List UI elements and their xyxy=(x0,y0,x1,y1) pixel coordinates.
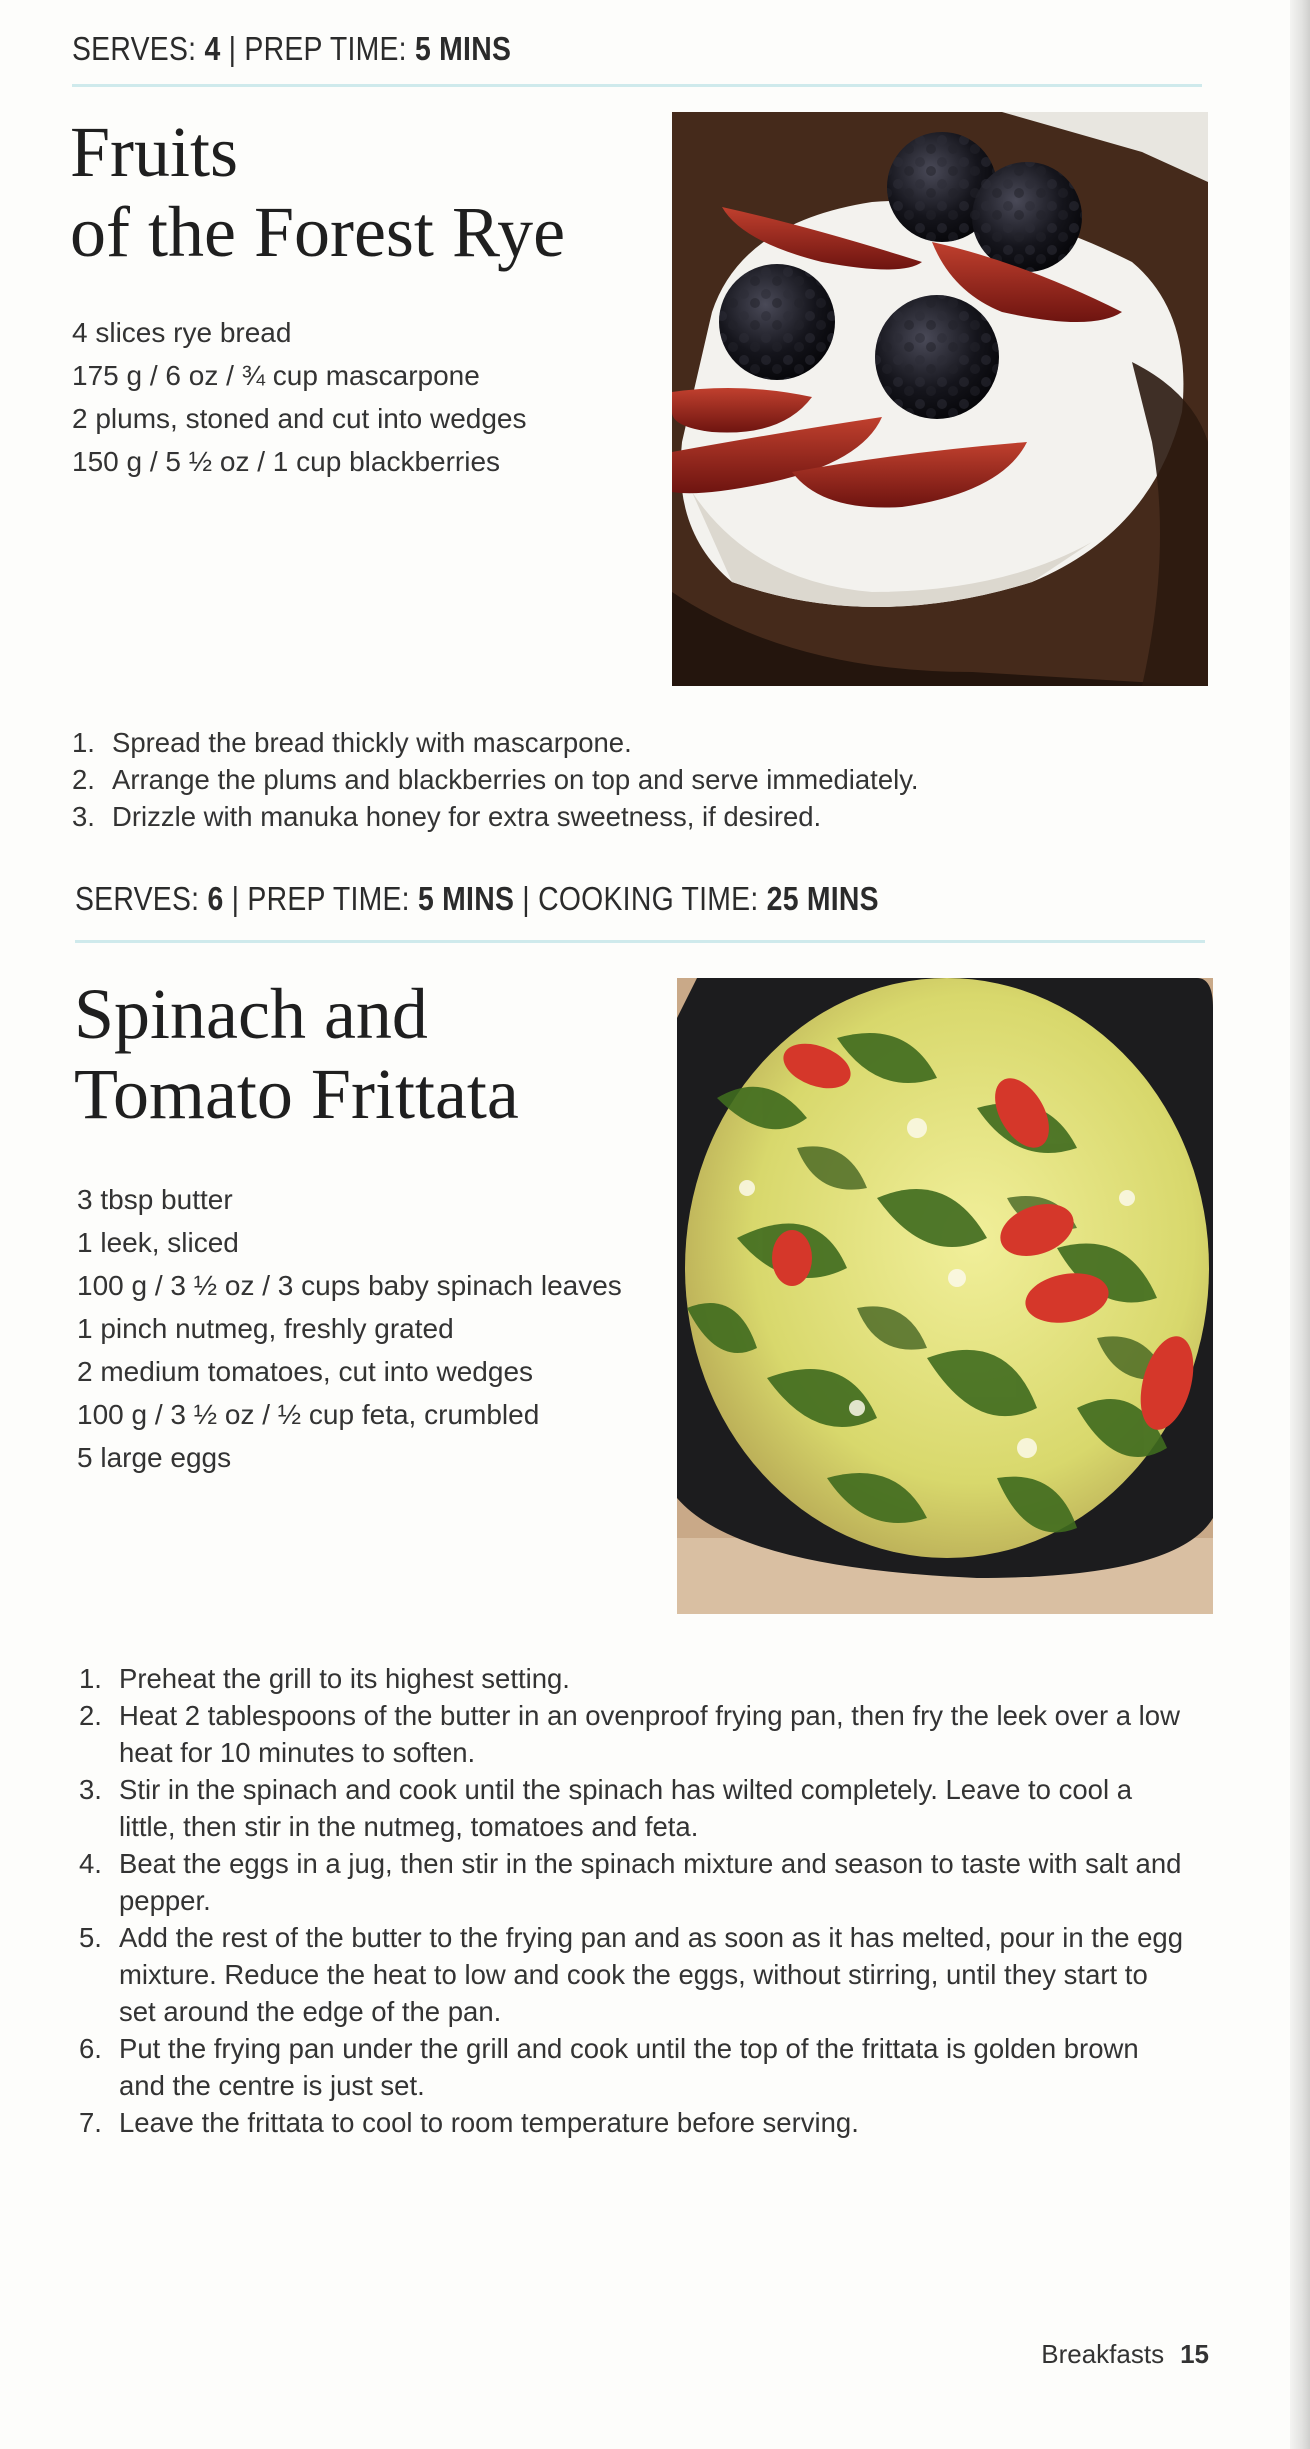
step-number: 3. xyxy=(72,801,95,832)
step-text: Arrange the plums and blackberries on top and serve immediately. xyxy=(112,764,919,795)
meta-separator: | xyxy=(231,880,240,917)
method-step xyxy=(79,1919,1189,2030)
method-step xyxy=(79,2104,1189,2141)
step-number: 7. xyxy=(79,2107,102,2138)
title-line: of the Forest Rye xyxy=(70,192,566,272)
title-line: Spinach and xyxy=(74,974,428,1054)
recipe-1-meta xyxy=(72,30,511,68)
ingredient-item: 1 pinch nutmeg, freshly grated xyxy=(77,1313,454,1344)
step-text: Heat 2 tablespoons of the butter in an ovenproof frying pan, then fry the leek over a low heat for 10 minutes to soften. xyxy=(119,1700,1180,1768)
step-text: Drizzle with manuka honey for extra sweetness, if desired. xyxy=(112,801,822,832)
recipe-2-ingredients xyxy=(77,1178,622,1479)
method-step xyxy=(79,1771,1189,1845)
recipe-1-ingredients xyxy=(72,311,527,483)
method-step xyxy=(79,2030,1189,2104)
step-number: 6. xyxy=(79,2033,102,2064)
frittata-photo xyxy=(677,978,1213,1614)
method-step xyxy=(72,798,1192,835)
ingredient-item: 100 g / 3 ½ oz / ½ cup feta, crumbled xyxy=(77,1399,540,1430)
page-number: 15 xyxy=(1180,2339,1209,2369)
serves-label: SERVES: xyxy=(72,30,197,67)
ingredient-item: 175 g / 6 oz / ¾ cup mascarpone xyxy=(72,360,480,391)
step-number: 1. xyxy=(72,727,95,758)
ingredient-item: 5 large eggs xyxy=(77,1442,232,1473)
footer-section-name: Breakfasts xyxy=(1041,2339,1165,2369)
step-number: 5. xyxy=(79,1922,102,1953)
title-line: Fruits xyxy=(70,112,239,192)
ingredient-item: 4 slices rye bread xyxy=(72,317,292,348)
step-text: Beat the eggs in a jug, then stir in the spinach mixture and season to taste with salt and pepper. xyxy=(119,1848,1182,1916)
recipe-1-title xyxy=(70,112,565,272)
serves-value: 4 xyxy=(204,30,221,67)
ingredient-item: 3 tbsp butter xyxy=(77,1184,233,1215)
ingredient-item: 1 leek, sliced xyxy=(77,1227,239,1258)
method-step xyxy=(79,1845,1189,1919)
recipe-1-method xyxy=(72,724,1192,835)
step-text: Put the frying pan under the grill and cook until the top of the frittata is golden brown and the centre is just set. xyxy=(119,2033,1139,2101)
recipe-2-title xyxy=(74,974,519,1134)
meta-separator: | xyxy=(228,30,237,67)
method-step xyxy=(72,761,1192,798)
step-text: Preheat the grill to its highest setting. xyxy=(119,1663,570,1694)
ingredient-item: 2 plums, stoned and cut into wedges xyxy=(72,403,527,434)
step-number: 1. xyxy=(79,1663,102,1694)
step-text: Add the rest of the butter to the frying pan and as soon as it has melted, pour in the egg mixture. Reduce the heat to low and cook the eggs, without stirring, until they start to set around the edge of the pan. xyxy=(119,1922,1184,2027)
page-edge xyxy=(1290,0,1310,2449)
section-rule xyxy=(72,84,1202,87)
step-text: Stir in the spinach and cook until the spinach has wilted completely. Leave to cool a little, then stir in the nutmeg, tomatoes and feta. xyxy=(119,1774,1133,1842)
meta-separator: | xyxy=(522,880,530,917)
method-step xyxy=(79,1660,1189,1697)
method-step xyxy=(72,724,1192,761)
section-rule xyxy=(75,940,1205,943)
recipe-1-photo xyxy=(672,112,1208,686)
cooking-time-label: COOKING TIME: xyxy=(538,880,759,917)
serves-label: SERVES: xyxy=(75,880,200,917)
prep-time-label: PREP TIME: xyxy=(247,880,410,917)
step-text: Spread the bread thickly with mascarpone. xyxy=(112,727,632,758)
recipe-2-photo xyxy=(677,978,1213,1614)
rye-toast-photo xyxy=(672,112,1208,686)
cooking-time-value: 25 MINS xyxy=(766,880,879,917)
step-number: 3. xyxy=(79,1774,102,1805)
step-text: Leave the frittata to cool to room temperature before serving. xyxy=(119,2107,859,2138)
recipe-2-meta xyxy=(75,880,879,918)
recipe-2-method xyxy=(79,1660,1189,2141)
page-footer xyxy=(1041,2339,1209,2370)
prep-time-value: 5 MINS xyxy=(417,880,515,917)
step-number: 2. xyxy=(79,1700,102,1731)
prep-time-label: PREP TIME: xyxy=(244,30,407,67)
title-line: Tomato Frittata xyxy=(74,1054,519,1134)
prep-time-value: 5 MINS xyxy=(414,30,512,67)
serves-value: 6 xyxy=(207,880,224,917)
method-step xyxy=(79,1697,1189,1771)
ingredient-item: 2 medium tomatoes, cut into wedges xyxy=(77,1356,534,1387)
ingredient-item: 150 g / 5 ½ oz / 1 cup blackberries xyxy=(72,446,501,477)
ingredient-item: 100 g / 3 ½ oz / 3 cups baby spinach leaves xyxy=(77,1270,622,1301)
step-number: 4. xyxy=(79,1848,102,1879)
step-number: 2. xyxy=(72,764,95,795)
